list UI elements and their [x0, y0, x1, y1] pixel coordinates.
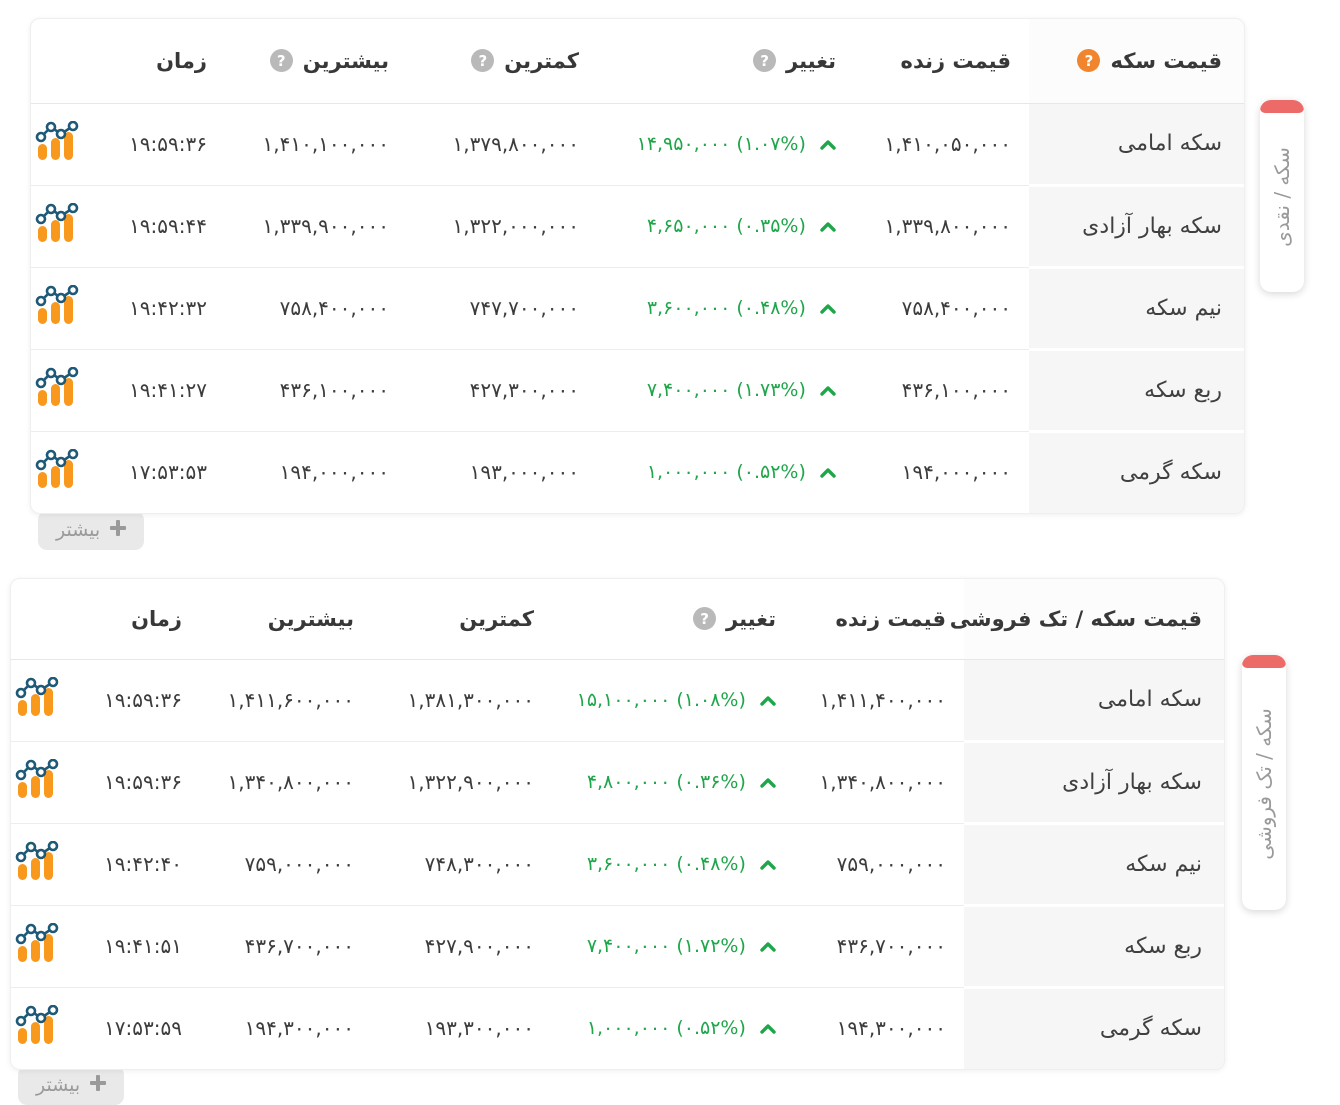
change-value: ۱۴,۹۵۰,۰۰۰ (۱.۰۷%): [636, 133, 806, 155]
change-cell: [544, 659, 784, 741]
header-coin-price-label: قیمت سکه / تک فروشی: [949, 606, 1202, 631]
chart-icon[interactable]: [15, 759, 59, 805]
arrow-up-icon: [820, 382, 836, 401]
change-cell: [589, 431, 844, 513]
header-change-label: تغییر: [786, 48, 836, 73]
time-cell: ۱۹:۴۲:۳۲: [84, 267, 209, 349]
table-row[interactable]: [10, 905, 1224, 987]
chart-icon[interactable]: [15, 923, 59, 969]
table-row[interactable]: [10, 987, 1224, 1069]
chart-icon-cell: [30, 267, 84, 349]
more-button[interactable]: [18, 1066, 124, 1105]
tab-coin-retail[interactable]: [1242, 655, 1286, 910]
change-cell: [589, 267, 844, 349]
tab-red-cap: [1242, 655, 1286, 668]
chart-icon-cell: [30, 103, 84, 185]
coin-name-cell: ربع سکه: [1029, 349, 1244, 431]
coin-cash-price-card: [30, 18, 1245, 514]
header-live-price: [844, 19, 1029, 103]
highest-cell: ۴۳۶,۷۰۰,۰۰۰: [184, 905, 364, 987]
live-price-cell: ۴۳۶,۱۰۰,۰۰۰: [844, 349, 1029, 431]
header-highest: [184, 579, 364, 659]
change-cell: [544, 987, 784, 1069]
coin-name-cell: سکه امامی: [964, 659, 1224, 741]
coin-name-cell: سکه بهار آزادی: [1029, 185, 1244, 267]
help-icon[interactable]: ?: [693, 607, 716, 630]
chart-icon-cell: [10, 823, 64, 905]
tab-coin-cash-label: سکه / نقدی: [1270, 147, 1294, 247]
change-value: ۷,۴۰۰,۰۰۰ (۱.۷۲%): [586, 935, 746, 957]
help-icon[interactable]: ?: [471, 49, 494, 72]
chart-icon[interactable]: [35, 203, 79, 249]
header-change: [544, 579, 784, 659]
coin-name-cell: سکه گرمی: [1029, 431, 1244, 513]
header-change-label: تغییر: [726, 606, 776, 631]
time-cell: ۱۹:۵۹:۳۶: [104, 688, 182, 712]
chart-icon[interactable]: [15, 677, 59, 723]
arrow-up-icon: [760, 938, 776, 957]
coin-retail-price-table: [10, 579, 1224, 1069]
coin-cash-price-table: [30, 19, 1244, 513]
change-cell: [589, 349, 844, 431]
header-highest: [209, 19, 399, 103]
live-price-cell: ۷۵۹,۰۰۰,۰۰۰: [784, 823, 964, 905]
header-live-price-label: قیمت زنده: [900, 48, 1011, 73]
header-lowest: [399, 19, 589, 103]
chart-icon[interactable]: [35, 367, 79, 413]
lowest-cell: ۱,۳۲۲,۰۰۰,۰۰۰: [399, 185, 589, 267]
arrow-up-icon: [820, 136, 836, 155]
coin-name-cell: نیم سکه: [964, 823, 1224, 905]
help-icon[interactable]: ?: [270, 49, 293, 72]
coin-retail-price-card: [10, 578, 1225, 1070]
change-cell: [589, 103, 844, 185]
more-button-label: بیشتر: [56, 519, 101, 541]
header-time: [84, 19, 209, 103]
highest-cell: ۱,۴۱۱,۶۰۰,۰۰۰: [227, 688, 354, 712]
change-value: ۷,۴۰۰,۰۰۰ (۱.۷۳%): [646, 379, 806, 401]
time-cell: ۱۷:۵۳:۵۳: [84, 431, 209, 513]
table-row[interactable]: [10, 659, 1224, 741]
header-coin-price-label: قیمت سکه: [1110, 48, 1222, 73]
chart-icon[interactable]: [15, 841, 59, 887]
lowest-cell: ۱,۳۷۹,۸۰۰,۰۰۰: [452, 132, 579, 156]
change-value: ۱,۰۰۰,۰۰۰ (۰.۵۲%): [586, 1017, 746, 1040]
lowest-cell: ۱,۳۸۱,۳۰۰,۰۰۰: [407, 688, 534, 712]
change-value: ۴,۸۰۰,۰۰۰ (۰.۳۶%): [586, 771, 746, 793]
lowest-cell: ۴۲۷,۹۰۰,۰۰۰: [364, 905, 544, 987]
highest-cell: ۴۳۶,۱۰۰,۰۰۰: [209, 349, 399, 431]
change-value: ۱۵,۱۰۰,۰۰۰ (۱.۰۸%): [576, 689, 746, 711]
coin-name-cell: سکه گرمی: [964, 987, 1224, 1069]
tab-coin-cash[interactable]: [1260, 100, 1304, 292]
plus-icon: [110, 519, 126, 541]
lowest-cell: ۱,۳۲۲,۹۰۰,۰۰۰: [364, 741, 544, 823]
live-price-cell: ۱,۴۱۱,۴۰۰,۰۰۰: [819, 688, 946, 712]
chart-icon-cell: [10, 659, 64, 741]
arrow-up-icon: [760, 856, 776, 875]
change-value: ۳,۶۰۰,۰۰۰ (۰.۴۸%): [646, 297, 806, 319]
live-price-cell: ۱۹۴,۳۰۰,۰۰۰: [784, 987, 964, 1069]
table-header-row: [30, 19, 1244, 103]
header-chart: [30, 19, 84, 103]
header-live-price: [784, 579, 964, 659]
arrow-up-icon: [820, 464, 836, 483]
time-cell: ۱۹:۵۹:۴۴: [84, 185, 209, 267]
live-price-cell: ۴۳۶,۷۰۰,۰۰۰: [784, 905, 964, 987]
change-cell: [544, 741, 784, 823]
table-row[interactable]: [10, 741, 1224, 823]
time-cell: ۱۹:۴۱:۲۷: [84, 349, 209, 431]
chart-icon-cell: [10, 987, 64, 1069]
change-value: ۱,۰۰۰,۰۰۰ (۰.۵۲%): [646, 461, 806, 484]
header-highest-label: بیشترین: [302, 48, 389, 73]
coin-name-cell: سکه بهار آزادی: [964, 741, 1224, 823]
arrow-up-icon: [760, 774, 776, 793]
highest-cell: ۱,۳۳۹,۹۰۰,۰۰۰: [209, 185, 399, 267]
lowest-cell: ۷۴۷,۷۰۰,۰۰۰: [399, 267, 589, 349]
table-row[interactable]: [30, 431, 1244, 513]
more-button-label: بیشتر: [36, 1074, 81, 1096]
table-row[interactable]: [30, 349, 1244, 431]
header-chart: [10, 579, 64, 659]
plus-icon: [90, 1074, 106, 1096]
live-price-cell: ۱,۴۱۰,۰۵۰,۰۰۰: [884, 132, 1011, 156]
change-cell: [544, 823, 784, 905]
header-coin-price: [949, 579, 1224, 659]
highest-cell: ۷۵۹,۰۰۰,۰۰۰: [184, 823, 364, 905]
time-cell: ۱۹:۴۲:۴۰: [64, 823, 184, 905]
time-cell: ۱۹:۴۱:۵۱: [64, 905, 184, 987]
arrow-up-icon: [820, 300, 836, 319]
table-row[interactable]: [10, 823, 1224, 905]
lowest-cell: ۱۹۳,۰۰۰,۰۰۰: [399, 431, 589, 513]
arrow-up-icon: [820, 218, 836, 237]
live-price-cell: ۱,۳۳۹,۸۰۰,۰۰۰: [844, 185, 1029, 267]
time-cell: ۱۹:۵۹:۳۶: [64, 741, 184, 823]
header-time-label: زمان: [156, 48, 207, 73]
chart-icon-cell: [10, 741, 64, 823]
chart-icon[interactable]: [15, 1005, 59, 1051]
chart-icon-cell: [30, 185, 84, 267]
tab-coin-retail-label: سکه / تک فروشی: [1252, 707, 1276, 860]
lowest-cell: ۱۹۳,۳۰۰,۰۰۰: [364, 987, 544, 1069]
chart-icon[interactable]: [35, 285, 79, 331]
highest-cell: ۱,۳۴۰,۸۰۰,۰۰۰: [184, 741, 364, 823]
coin-name-cell: نیم سکه: [1029, 267, 1244, 349]
tab-red-cap: [1260, 100, 1304, 113]
live-price-cell: ۱۹۴,۰۰۰,۰۰۰: [844, 431, 1029, 513]
header-coin-price: [1029, 19, 1244, 103]
highest-cell: ۱۹۴,۳۰۰,۰۰۰: [184, 987, 364, 1069]
change-cell: [544, 905, 784, 987]
table-row[interactable]: [30, 267, 1244, 349]
live-price-cell: ۱,۳۴۰,۸۰۰,۰۰۰: [784, 741, 964, 823]
table-row[interactable]: [30, 185, 1244, 267]
change-value: ۳,۶۰۰,۰۰۰ (۰.۴۸%): [586, 853, 746, 875]
highest-cell: ۱۹۴,۰۰۰,۰۰۰: [209, 431, 399, 513]
change-cell: [589, 185, 844, 267]
arrow-up-icon: [760, 1020, 776, 1039]
header-lowest-label: کمترین: [504, 48, 579, 73]
coin-name-cell: سکه امامی: [1029, 103, 1244, 185]
chart-icon[interactable]: [35, 121, 79, 167]
header-time-label: زمان: [131, 606, 182, 631]
header-live-price-label: قیمت زنده: [835, 606, 946, 631]
time-cell: ۱۹:۵۹:۳۶: [129, 132, 207, 156]
header-time: [64, 579, 184, 659]
header-lowest-label: کمترین: [459, 606, 534, 631]
help-icon[interactable]: ?: [1077, 49, 1100, 72]
coin-name-cell: ربع سکه: [964, 905, 1224, 987]
chart-icon-cell: [10, 905, 64, 987]
live-price-cell: ۷۵۸,۴۰۰,۰۰۰: [844, 267, 1029, 349]
highest-cell: ۷۵۸,۴۰۰,۰۰۰: [209, 267, 399, 349]
table-header-row: [10, 579, 1224, 659]
more-button[interactable]: [38, 511, 144, 550]
table-row[interactable]: [30, 103, 1244, 185]
lowest-cell: ۷۴۸,۳۰۰,۰۰۰: [364, 823, 544, 905]
chart-icon-cell: [30, 431, 84, 513]
time-cell: ۱۷:۵۳:۵۹: [64, 987, 184, 1069]
help-icon[interactable]: ?: [753, 49, 776, 72]
highest-cell: ۱,۴۱۰,۱۰۰,۰۰۰: [262, 132, 389, 156]
arrow-up-icon: [760, 692, 776, 711]
change-value: ۴,۶۵۰,۰۰۰ (۰.۳۵%): [646, 215, 806, 237]
header-lowest: [364, 579, 544, 659]
header-change: [589, 19, 844, 103]
header-highest-label: بیشترین: [267, 606, 354, 631]
chart-icon-cell: [30, 349, 84, 431]
lowest-cell: ۴۲۷,۳۰۰,۰۰۰: [399, 349, 589, 431]
chart-icon[interactable]: [35, 449, 79, 495]
